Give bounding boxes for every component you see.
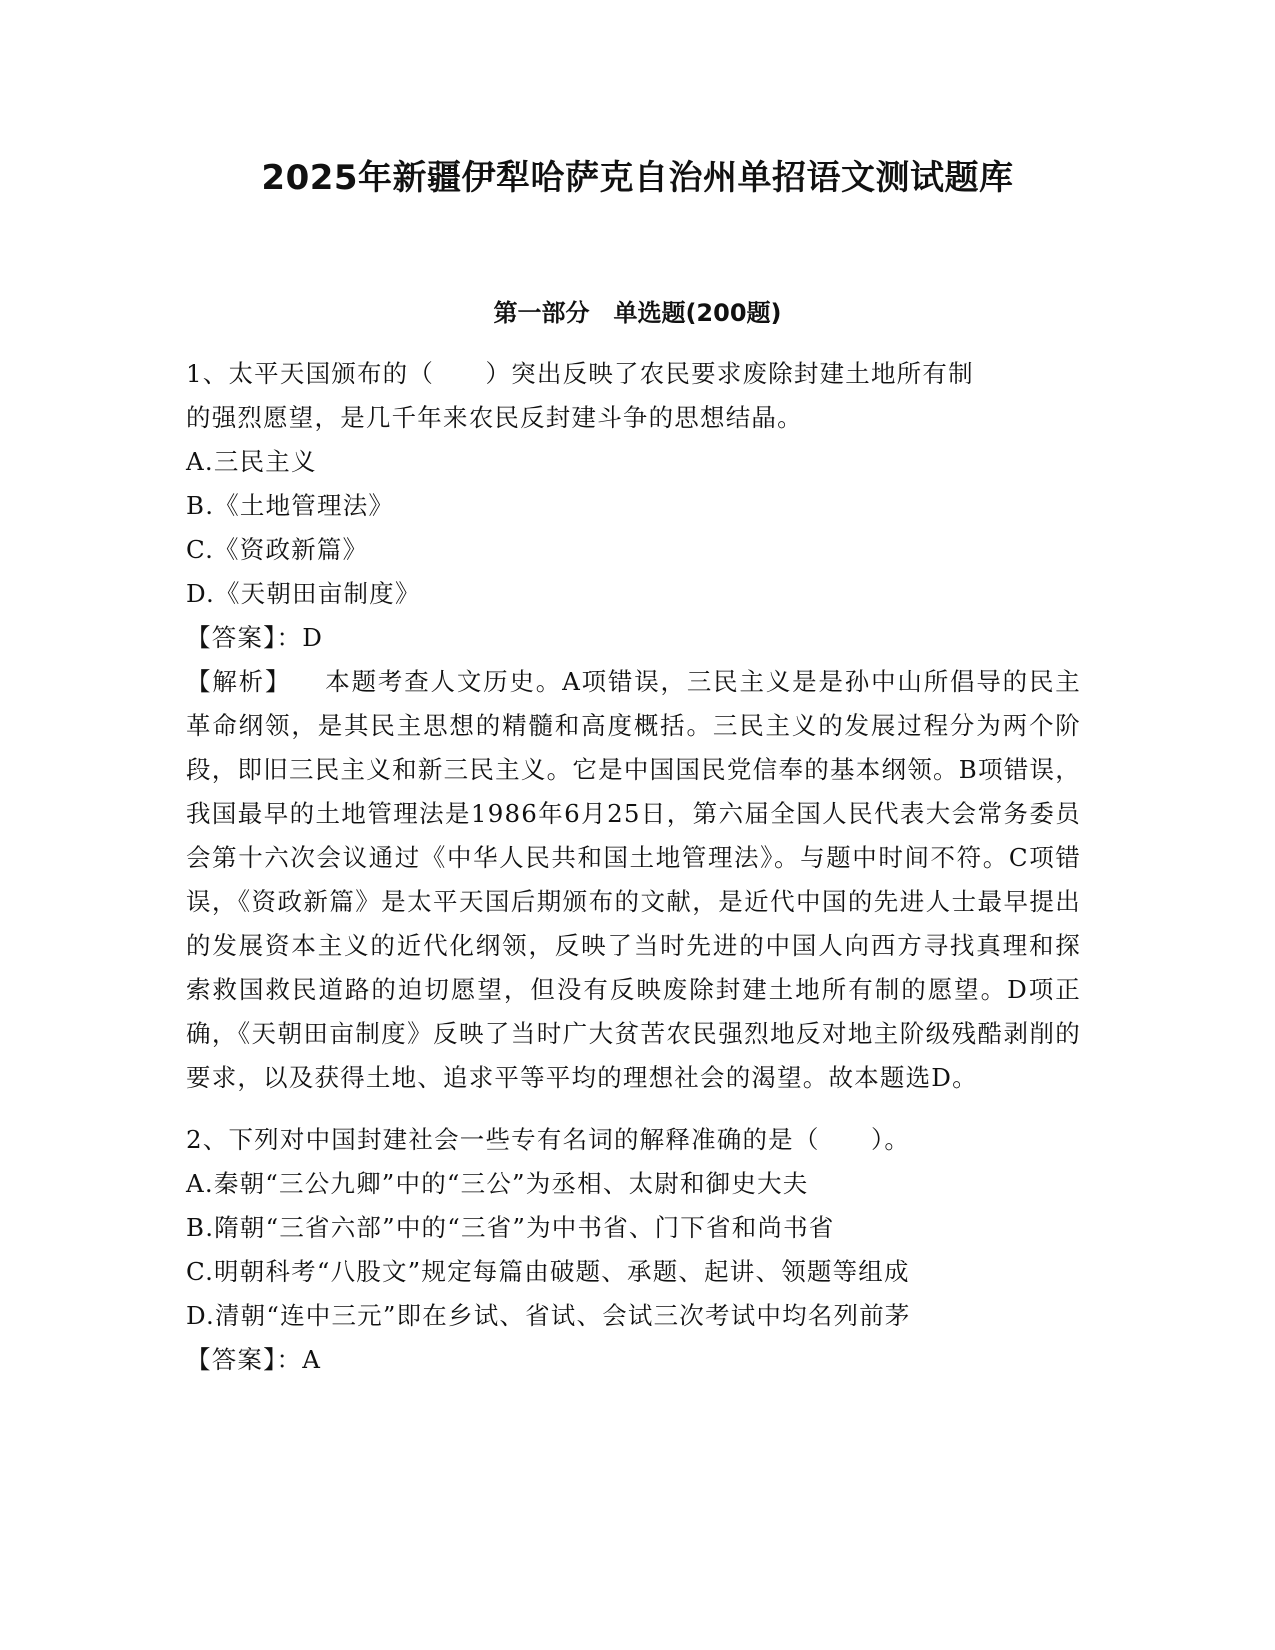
question-stem: 2、下列对中国封建社会一些专有名词的解释准确的是（ ）。	[186, 1125, 911, 1154]
option-c: C.明朝科考“八股文”规定每篇由破题、承题、起讲、领题等组成	[186, 1257, 910, 1286]
question-1	[186, 352, 1081, 1100]
analysis-paragraph	[186, 660, 1081, 1100]
option-a: A.秦朝“三公九卿”中的“三公”为丞相、太尉和御史大夫	[186, 1169, 809, 1198]
answer-value: D	[302, 623, 324, 652]
question-stem-line: 的强烈愿望，是几千年来农民反封建斗争的思想结晶。	[186, 403, 803, 432]
document-body	[186, 352, 1081, 1382]
answer-row	[186, 616, 1081, 660]
question-2	[186, 1118, 1081, 1382]
analysis-label: 【解析】	[186, 667, 292, 696]
option-b: B.隋朝“三省六部”中的“三省”为中书省、门下省和尚书省	[186, 1213, 835, 1242]
option-c: C.《资政新篇》	[186, 535, 369, 564]
answer-value: A	[302, 1345, 322, 1374]
option-d: D.《天朝田亩制度》	[186, 579, 421, 608]
answer-row	[186, 1338, 1081, 1382]
section-title: 第一部分 单选题(200题)	[493, 299, 782, 327]
option-d: D.清朝“连中三元”即在乡试、省试、会试三次考试中均名列前茅	[186, 1301, 911, 1330]
answer-label: 【答案】：	[186, 1345, 303, 1374]
document-title: 2025年新疆伊犁哈萨克自治州单招语文测试题库	[261, 158, 1014, 198]
answer-label: 【答案】：	[186, 623, 303, 652]
question-stem-line: 1、太平天国颁布的（ ）突出反映了农民要求废除封建土地所有制	[186, 359, 974, 388]
option-a: A.三民主义	[186, 447, 317, 476]
option-b: B.《土地管理法》	[186, 491, 395, 520]
analysis-text: 本题考查人文历史。A项错误，三民主义是是孙中山所倡导的民主革命纲领，是其民主思想的精髓和高度概括。三民主义的发展过程分为两个阶段，即旧三民主义和新三民主义。它是中国国民党信奉的基本纲领。B项错误，我国最早的土地管理法是1986年6月25日，第六届全国人民代表大会常务委员会第十六次会议通过《中华人民共和国土地管理法》。与题中时间不符。C项错误，《资政新篇》是太平天国后期颁布的文献，是近代中国的先进人士最早提出的发展资本主义的近代化纲领，反映了当时先进的中国人向西方寻找真理和探索救国救民道路的迫切愿望，但没有反映废除封建土地所有制的愿望。D项正确，《天朝田亩制度》反映了当时广大贫苦农民强烈地反对地主阶级残酷剥削的要求，以及获得土地、追求平等平均的理想社会的渴望。故本题选D。	[186, 667, 1081, 1092]
